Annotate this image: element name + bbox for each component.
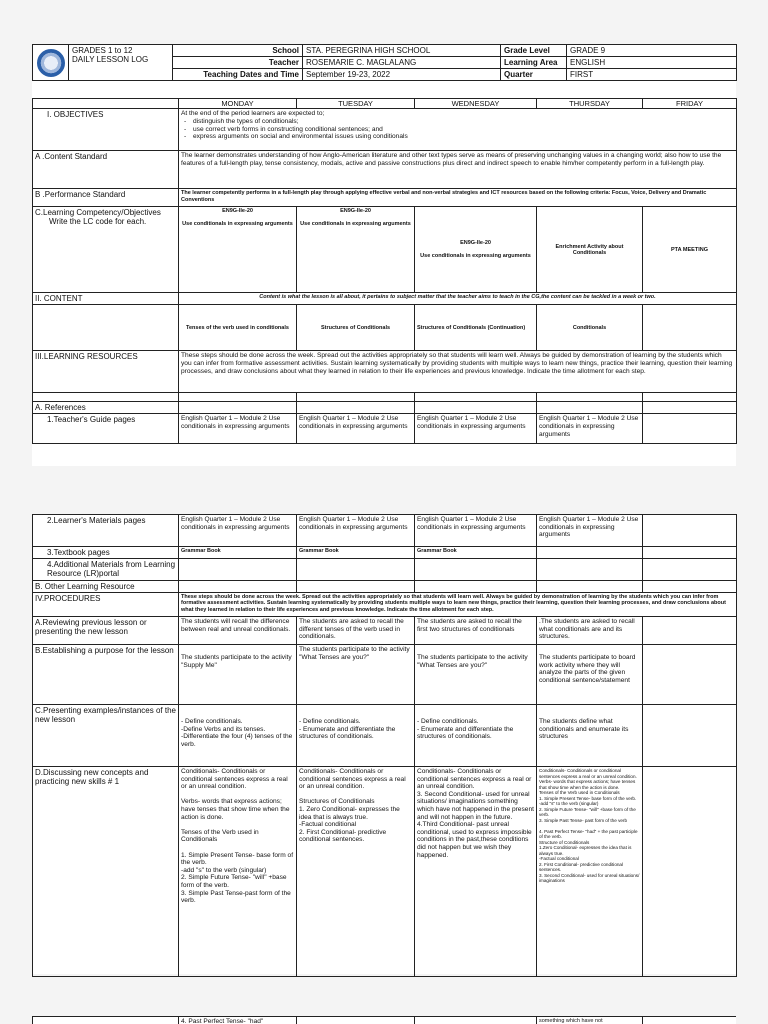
tg-thursday: English Quarter 1 – Module 2 Use conditionals in expressing arguments — [537, 414, 643, 444]
lesson-table-1 — [32, 98, 737, 444]
discussing-label: D.Discussing new concepts and practicing new skills # 1 — [33, 767, 179, 977]
competency-tuesday — [297, 207, 415, 293]
tg-tuesday: English Quarter 1 – Module 2 Use conditionals in expressing arguments — [297, 414, 415, 444]
discussing-row — [33, 767, 737, 977]
textbook-row — [33, 547, 737, 559]
examples-monday: - Define conditionals. -Define Verbs and its tenses. -Differentiate the four (4) tenses of the verb. — [179, 705, 297, 767]
purpose-label: B.Establishing a purpose for the lesson — [33, 645, 179, 705]
content-friday — [643, 305, 737, 351]
discussing-thursday: Conditionals- Conditionals or conditional sentences express a real or an unreal condition. Verbs- words that express actions; have tenses that show time when the action is done. Tenses of the Verb used in Conditionals 1. Simple Present Tense- base form of the verb. -add "s" to the verb (singular) 2. Simple Future Tense- "will" +base form of the verb. 3. Simple Past Tense- past form of the verb 4. Past Perfect Tense- "had" + the past participle of the verb. Structure of Conditionals 1.Zero Conditional- expresses the idea that is always true. -Factual conditional 2. First Conditional- predictive conditional sentences. 3. Second Conditional- used for unreal situations/ imaginations — [537, 767, 643, 977]
resources-text: These steps should be done across the week. Spread out the activities appropriately so that students will learn well. Always be guided by demonstration of learning by the students which you can infer from formative assessment activities. Sustain learning systematically by providing students with multiple ways to learn new things, practice their learning, question their learning processes, and draw conclusions about what they learned in relation to their life experiences and previous knowledge. Indicate the time allotment for each step. — [179, 351, 737, 393]
blank-cell — [33, 305, 179, 351]
continued-thursday: something which have not — [537, 1017, 643, 1024]
blank-cell — [33, 99, 179, 109]
quarter-label: Quarter — [501, 69, 567, 81]
page-2 — [32, 514, 736, 974]
resources-label: III.LEARNING RESOURCES — [33, 351, 179, 393]
teachers-guide-label: 1.Teacher's Guide pages — [33, 414, 179, 444]
procedures-row — [33, 593, 737, 617]
textbook-tuesday: Grammar Book — [297, 547, 415, 559]
textbook-wednesday: Grammar Book — [415, 547, 537, 559]
day-tuesday: TUESDAY — [297, 99, 415, 109]
day-wednesday: WEDNESDAY — [415, 99, 537, 109]
day-monday: MONDAY — [179, 99, 297, 109]
page-3 — [32, 1016, 736, 1024]
examples-row — [33, 705, 737, 767]
competency-wednesday — [415, 207, 537, 293]
lm-tuesday: English Quarter 1 – Module 2 Use conditionals in expressing arguments — [297, 515, 415, 547]
header-table — [32, 44, 737, 81]
resources-row — [33, 351, 737, 393]
learners-materials-row — [33, 515, 737, 547]
teacher-value: ROSEMARIE C. MAGLALANG — [303, 57, 501, 69]
purpose-row — [33, 645, 737, 705]
objective-item: - express arguments on social and environmental issues using conditionals — [181, 133, 734, 141]
review-label: A.Reviewing previous lesson or presenting the new lesson — [33, 617, 179, 645]
day-friday: FRIDAY — [643, 99, 737, 109]
content-note: Content is what the lesson is all about, it pertains to subject matter that the teacher aims to teach in the CG,the content can be tackled in a week or two. — [179, 293, 737, 305]
performance-standard-text: The learner competently performs in a full-length play through applying effective verbal and non-verbal strategies and ICT resources based on the following criteria: Focus, Voice, Delivery and Dramatic Conventions — [179, 189, 737, 207]
content-row — [33, 293, 737, 305]
competency-label: C.Learning Competency/Objectives — [35, 208, 161, 218]
purpose-friday — [643, 645, 737, 705]
review-tuesday: The students are asked to recall the different tenses of the verb used in conditionals. — [297, 617, 415, 645]
content-monday: Tenses of the verb used in conditionals — [179, 305, 297, 351]
objectives-intro: At the end of the period learners are expected to; — [181, 110, 325, 118]
objectives-row — [33, 109, 737, 151]
references-row — [33, 402, 737, 414]
competency-row — [33, 207, 737, 293]
discussing-monday: Conditionals- Conditionals or conditional sentences express a real or an unreal condition. Verbs- words that express actions; have tenses that show time when the action is done. Tenses of the Verb used in Conditionals 1. Simple Present Tense- base form of the verb. -add "s" to the verb (singular) 2. Simple Future Tense- "will" +base form of the verb. 3. Simple Past Tense-past form of the verb. — [179, 767, 297, 977]
grades-label: GRADES 1 to 12 — [72, 46, 133, 55]
tg-monday: English Quarter 1 – Module 2 Use conditionals in expressing arguments — [179, 414, 297, 444]
content-standard-label: A .Content Standard — [33, 151, 179, 189]
teaching-dates-value: September 19-23, 2022 — [303, 69, 501, 81]
objectives-text — [179, 109, 737, 151]
purpose-wednesday: The students participate to the activity "What Tenses are you?" — [415, 645, 537, 705]
other-resource-row — [33, 581, 737, 593]
objective-item: - distinguish the types of conditionals; — [181, 118, 734, 126]
review-friday — [643, 617, 737, 645]
continued-monday: 4. Past Perfect Tense- "had" — [179, 1017, 297, 1024]
lesson-table-2 — [32, 514, 737, 977]
examples-friday — [643, 705, 737, 767]
references-label: A. References — [33, 402, 179, 414]
examples-label: C.Presenting examples/instances of the new lesson — [33, 705, 179, 767]
procedures-label: IV.PROCEDURES — [33, 593, 179, 617]
additional-materials-label: 4.Additional Materials from Learning Resource (LR)portal — [33, 559, 179, 581]
additional-materials-row — [33, 559, 737, 581]
objectives-list — [181, 118, 734, 141]
procedures-text: These steps should be done across the week. Spread out the activities appropriately so that students will learn well. Always be guided by demonstration of learning by the students which you can infer from formative assessment activities. Sustain learning systematically by providing students multiple ways to learn new things, practice their learning, question their learning processes, and draw conclusions about what they learned in relation to their life experiences and previous knowledge. Indicate the time allotment for each step. — [179, 593, 737, 617]
log-title-cell — [69, 45, 173, 81]
content-topics-row — [33, 305, 737, 351]
teachers-guide-row — [33, 414, 737, 444]
purpose-thursday: The students participate to board work activity where they will analyze the parts of the given conditional sentence/statement — [537, 645, 643, 705]
lc-code: EN9G-IIe-20 — [340, 208, 371, 215]
day-header-row — [33, 99, 737, 109]
competency-text: Use conditionals in expressing arguments — [300, 221, 411, 228]
competency-label-cell — [33, 207, 179, 293]
learning-area-label: Learning Area — [501, 57, 567, 69]
review-thursday: .The students are asked to recall what conditionals are and its structures. — [537, 617, 643, 645]
discussing-wednesday: Conditionals- Conditionals or conditional sentences express a real or an unreal condition. 3. Second Conditional- used for unreal situations/ imaginations something which have not happened in the present and will not happen in the future. 4.Third Conditional- past unreal conditional, used to express impossible conditions in the past,these conditions did not happen but we wish they happened. — [415, 767, 537, 977]
learning-area-value: ENGLISH — [567, 57, 737, 69]
quarter-value: FIRST — [567, 69, 737, 81]
content-tuesday: Structures of Conditionals — [297, 305, 415, 351]
review-wednesday: The students are asked to recall the first two structures of conditionals — [415, 617, 537, 645]
examples-wednesday: - Define conditionals. - Enumerate and differentiate the structures of conditionals. — [415, 705, 537, 767]
lm-wednesday: English Quarter 1 – Module 2 Use conditionals in expressing arguments — [415, 515, 537, 547]
competency-text: Use conditionals in expressing arguments — [182, 221, 293, 228]
grade-level-label: Grade Level — [501, 45, 567, 57]
discussing-friday — [643, 767, 737, 977]
page-1 — [32, 44, 736, 466]
purpose-monday: The students participate to the activity "Supply Me" — [179, 645, 297, 705]
teacher-label: Teacher — [173, 57, 303, 69]
discussing-tuesday: Conditionals- Conditionals or conditional sentences express a real or an unreal condition. Structures of Conditionals 1. Zero Conditional- expresses the idea that is always true. -Factual conditional 2. First Conditional- predictive conditional sentences. — [297, 767, 415, 977]
textbook-label: 3.Textbook pages — [33, 547, 179, 559]
competency-thursday: Enrichment Activity about Conditionals — [537, 207, 643, 293]
lm-friday — [643, 515, 737, 547]
content-thursday: Conditionals — [537, 305, 643, 351]
school-label: School — [173, 45, 303, 57]
lm-monday: English Quarter 1 – Module 2 Use conditionals in expressing arguments — [179, 515, 297, 547]
learners-materials-label: 2.Learner's Materials pages — [33, 515, 179, 547]
other-resource-label: B. Other Learning Resource — [33, 581, 179, 593]
daily-lesson-log-label: DAILY LESSON LOG — [72, 55, 149, 64]
lesson-table-3 — [32, 1016, 736, 1024]
content-wednesday: Structures of Conditionals (Continuation) — [415, 305, 537, 351]
objectives-label: I. OBJECTIVES — [33, 109, 179, 151]
examples-thursday: The students define what conditionals and enumerate its structures — [537, 705, 643, 767]
school-value: STA. PEREGRINA HIGH SCHOOL — [303, 45, 501, 57]
day-thursday: THURSDAY — [537, 99, 643, 109]
deped-seal-icon — [37, 49, 65, 77]
competency-text: Use conditionals in expressing arguments — [420, 253, 531, 260]
content-standard-row — [33, 151, 737, 189]
tg-friday — [643, 414, 737, 444]
purpose-tuesday: The students participate to the activity "What Tenses are you?" — [297, 645, 415, 705]
review-row — [33, 617, 737, 645]
grade-level-value: GRADE 9 — [567, 45, 737, 57]
competency-friday: PTA MEETING — [643, 207, 737, 293]
content-standard-text: The learner demonstrates understanding of how Anglo-American literature and other text types serve as means of preserving unchanging values in a changing world; also how to use the features of a full-length play, tense consistency, modals, active and passive constructions plus direct and indirect speech to enable him/her competently perform in a full-length play. — [179, 151, 737, 189]
lm-thursday: English Quarter 1 – Module 2 Use conditionals in expressing arguments — [537, 515, 643, 547]
review-monday: The students will recall the difference between real and unreal conditionals. — [179, 617, 297, 645]
deped-seal-cell — [33, 45, 69, 81]
competency-sub: Write the LC code for each. — [49, 217, 147, 227]
lc-code: EN9G-IIe-20 — [222, 208, 253, 215]
competency-monday — [179, 207, 297, 293]
tg-wednesday: English Quarter 1 – Module 2 Use conditionals in expressing arguments — [415, 414, 537, 444]
performance-standard-label: B .Performance Standard — [33, 189, 179, 207]
textbook-monday: Grammar Book — [179, 547, 297, 559]
performance-standard-row — [33, 189, 737, 207]
objective-item: - use correct verb forms in constructing conditional sentences; and — [181, 126, 734, 134]
teaching-dates-label: Teaching Dates and Time — [173, 69, 303, 81]
examples-tuesday: - Define conditionals. - Enumerate and differentiate the structures of conditionals. — [297, 705, 415, 767]
lc-code: EN9G-IIe-20 — [460, 240, 491, 247]
blank-row — [33, 393, 737, 402]
content-label: II. CONTENT — [33, 293, 179, 305]
